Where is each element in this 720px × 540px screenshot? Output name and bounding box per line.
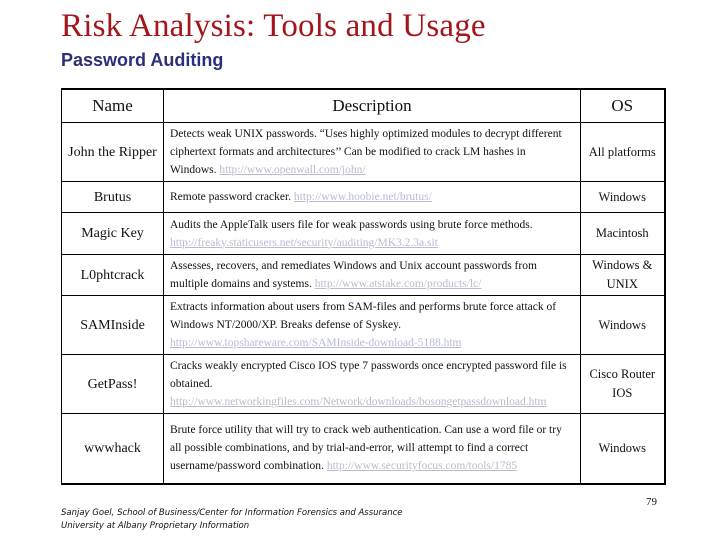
column-header-os: OS: [581, 89, 665, 123]
page-number: 79: [646, 496, 657, 508]
column-header-description: Description: [164, 89, 581, 123]
footer-line-author: Sanjay Goel, School of Business/Center for Information Forensics and Assurance: [61, 508, 403, 518]
table-row: [62, 182, 665, 213]
description-text: Cracks weakly encrypted Cisco IOS type 7 passwords once encrypted password file is obtained.: [170, 360, 567, 390]
table-row: [62, 213, 665, 255]
tool-os: Windows: [581, 296, 665, 355]
tool-name: Brutus: [62, 182, 164, 213]
tool-os: Windows: [581, 414, 665, 484]
table-row: [62, 123, 665, 182]
tool-description: [164, 296, 581, 355]
description-text: Extracts information about users from SAM-files and performs brute force attack of Windows NT/2000/XP. Breaks defense of Syskey.: [170, 301, 557, 331]
table-row: [62, 296, 665, 355]
tool-link[interactable]: http://www.securityfocus.com/tools/1785: [326, 460, 518, 473]
tool-link[interactable]: http://www.topshareware.com/SAMInside-download-5188.htm: [170, 337, 462, 349]
slide-title: Risk Analysis: Tools and Usage: [61, 8, 486, 44]
description-text: Detects weak UNIX passwords. “Uses highly optimized modules to decrypt different ciphertext formats and architectures’’ Can be modified to crack LM hashes in Windows.: [170, 128, 562, 176]
description-text: Brute force utility that will try to crack web authentication. Can use a word file or try all possible combinations, and by trial-and-error, will attempt to find a correct username/password combination.: [170, 424, 562, 473]
description-text: Audits the AppleTalk users file for weak passwords using brute force methods.: [170, 218, 533, 231]
tool-os: Cisco Router IOS: [581, 355, 665, 414]
table-row: [62, 414, 665, 484]
password-tools-table: [61, 88, 666, 485]
tool-link[interactable]: http://www.openwall.com/john/: [219, 164, 366, 176]
tool-description: [164, 414, 581, 484]
tool-os: Windows: [581, 182, 665, 213]
tool-name: Magic Key: [62, 213, 164, 255]
table-row: [62, 355, 665, 414]
tool-description: [164, 255, 581, 296]
tool-description: [164, 182, 581, 213]
tool-os: Windows & UNIX: [581, 255, 665, 296]
tool-link[interactable]: http://www.atstake.com/products/lc/: [314, 278, 482, 290]
tool-description: [164, 355, 581, 414]
tool-os: All platforms: [581, 123, 665, 182]
tool-os: Macintosh: [581, 213, 665, 255]
footer-line-proprietary: University at Albany Proprietary Information: [61, 520, 250, 531]
tool-description: [164, 213, 581, 255]
description-text: Assesses, recovers, and remediates Windows and Unix account passwords from multiple domains and systems.: [170, 260, 537, 290]
tool-link[interactable]: http://www.networkingfiles.com/Network/downloads/bosongetpassdownload.htm: [170, 396, 547, 408]
tool-link[interactable]: http://www.hoobie.net/brutus/: [293, 191, 432, 203]
column-header-name: Name: [62, 89, 164, 123]
table-header-row: [62, 89, 665, 123]
tool-name: John the Ripper: [62, 123, 164, 182]
tool-name: wwwhack: [62, 414, 164, 484]
tool-name: SAMInside: [62, 296, 164, 355]
description-text: Remote password cracker.: [170, 191, 292, 203]
tool-description: [164, 123, 581, 182]
slide-subtitle: Password Auditing: [61, 50, 224, 70]
tool-name: L0phtcrack: [62, 255, 164, 296]
table-row: [62, 255, 665, 296]
tool-name: GetPass!: [62, 355, 164, 414]
footer: [61, 507, 403, 532]
tool-link[interactable]: http://freaky.staticusers.net/security/auditing/MK3.2.3a.sit: [170, 236, 438, 249]
